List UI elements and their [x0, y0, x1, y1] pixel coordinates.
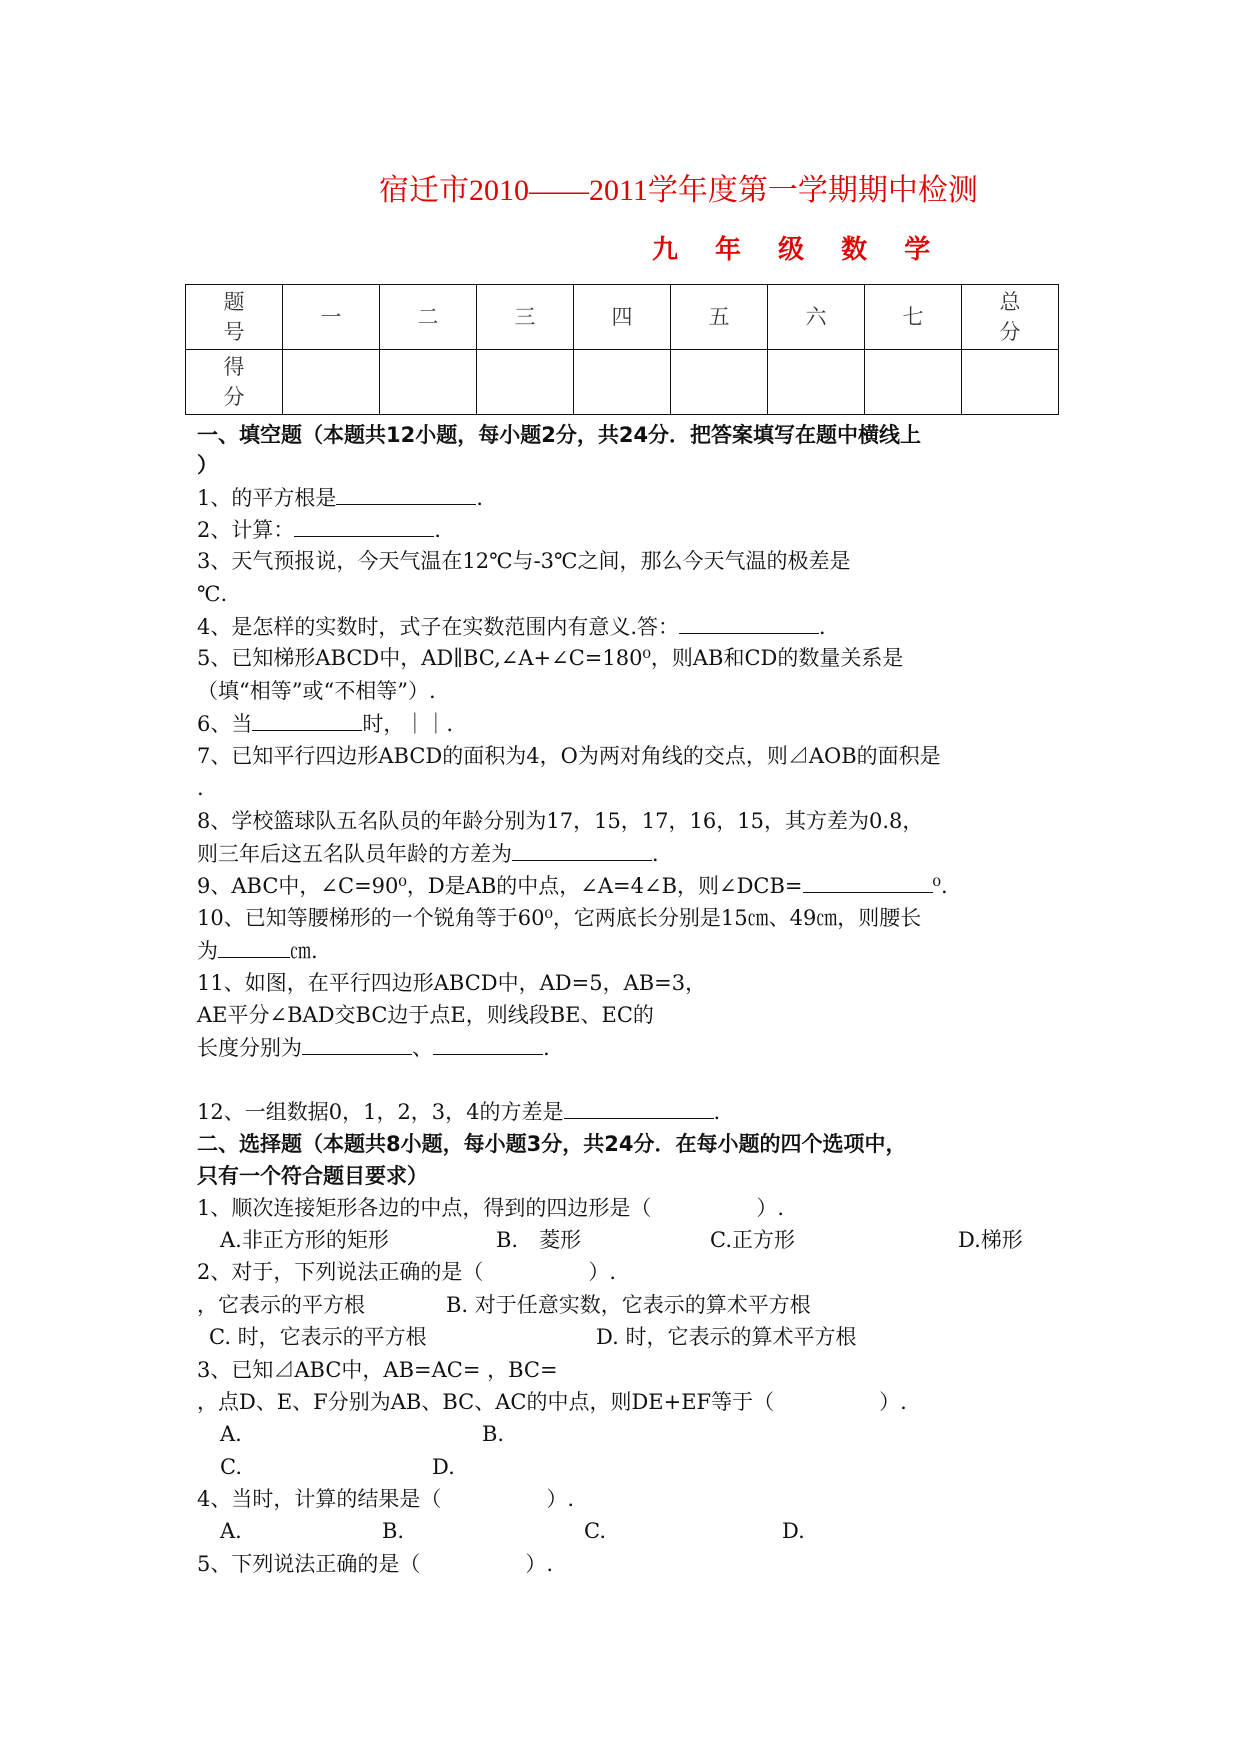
question-1-8-cont: [197, 838, 673, 869]
question-end: ．: [434, 518, 456, 542]
score-cell-4: 四: [574, 285, 671, 350]
question-1-11-cont: AE平分∠BAD交BC边于点E，则线段BE、EC的: [197, 1003, 654, 1027]
question-text: 1、的平方根是: [197, 486, 337, 510]
score-input-3[interactable]: [477, 350, 574, 415]
option-2-3-c[interactable]: C.: [220, 1455, 242, 1479]
answer-blank[interactable]: [294, 514, 434, 537]
score-cell-6: 六: [768, 285, 865, 350]
question-end: ㎝.: [290, 939, 318, 963]
question-2-3-cont: ，点D、E、F分别为AB、BC、AC的中点，则DE+EF等于（ ）.: [197, 1390, 907, 1414]
question-text: 12、一组数据0，1，2，3，4的方差是: [197, 1100, 564, 1124]
question-1-11: 11、如图，在平行四边形ABCD中，AD=5，AB=3，: [197, 971, 707, 995]
question-end: ．: [652, 842, 673, 866]
question-2-1: 1、顺次连接矩形各边的中点，得到的四边形是（ ）.: [197, 1196, 785, 1220]
question-2-2: 2、对于，下列说法正确的是（ ）.: [197, 1260, 617, 1284]
answer-blank[interactable]: [302, 1032, 412, 1055]
question-text: 4、是怎样的实数时，式子在实数范围内有意义.答：: [197, 615, 680, 639]
question-1-7: 7、已知平行四边形ABCD的面积为4，O为两对角线的交点，则⊿AOB的面积是: [197, 744, 941, 768]
score-cell-2: 二: [380, 285, 477, 350]
score-table-score-row: [186, 350, 1059, 415]
question-1-7-cont: .: [197, 776, 204, 800]
answer-blank[interactable]: [252, 708, 362, 731]
question-1-10-cont: [197, 935, 318, 966]
score-input-2[interactable]: [380, 350, 477, 415]
question-1-11-cont2: [197, 1032, 550, 1063]
option-2-2-b[interactable]: B. 对于任意实数，它表示的算术平方根: [446, 1293, 811, 1317]
question-1-12: [197, 1096, 720, 1127]
section1-heading: 一、填空题（本题共12小题，每小题2分，共24分．把答案填写在题中横线上: [197, 423, 922, 447]
question-2-3: 3、已知⊿ABC中，AB=AC= ，BC=: [197, 1358, 558, 1382]
question-1-5: 5、已知梯形ABCD中，AD∥BC,∠A+∠C=180⁰，则AB和CD的数量关系是: [197, 646, 904, 670]
score-table: [185, 284, 1059, 415]
score-input-7[interactable]: [865, 350, 962, 415]
option-2-3-a[interactable]: A.: [220, 1422, 242, 1446]
question-2-4: 4、当时，计算的结果是（ ）.: [197, 1487, 575, 1511]
question-1-3-cont: ℃.: [197, 582, 228, 606]
option-2-2-d[interactable]: D. 时，它表示的算术平方根: [596, 1325, 857, 1349]
option-2-1-b[interactable]: B. 菱形: [496, 1228, 582, 1252]
section1-heading-close: ）: [197, 453, 218, 477]
option-2-4-c[interactable]: C.: [584, 1519, 606, 1543]
score-input-4[interactable]: [574, 350, 671, 415]
answer-blank[interactable]: [512, 838, 652, 861]
option-2-3-d[interactable]: D.: [432, 1455, 455, 1479]
question-end: ．: [476, 486, 498, 510]
option-2-1-d[interactable]: D.梯形: [958, 1228, 1023, 1252]
question-text: 6、当: [197, 712, 253, 736]
question-1-6: [197, 708, 453, 739]
question-end: .: [713, 1100, 721, 1124]
answer-blank[interactable]: [564, 1096, 714, 1119]
question-text: 为: [197, 939, 218, 963]
question-text: 2、计算：: [197, 518, 295, 542]
exam-subtitle: 九 年 级 数 学: [652, 235, 945, 265]
score-cell-3: 三: [477, 285, 574, 350]
score-cell-label: 题 号: [186, 285, 283, 350]
option-2-4-b[interactable]: B.: [382, 1519, 405, 1543]
question-text: 则三年后这五名队员年龄的方差为: [197, 842, 512, 866]
answer-blank[interactable]: [218, 935, 290, 958]
option-2-3-b[interactable]: B.: [482, 1422, 505, 1446]
section2-heading-cont: 只有一个符合题目要求）: [197, 1164, 428, 1188]
option-2-1-a[interactable]: A.非正方形的矩形: [220, 1228, 389, 1252]
answer-blank[interactable]: [336, 482, 476, 505]
question-end: 时，｜｜.: [362, 712, 454, 736]
option-2-2-c[interactable]: C. 时，它表示的平方根: [209, 1325, 427, 1349]
answer-blank[interactable]: [803, 870, 933, 893]
answer-blank[interactable]: [679, 611, 819, 634]
score-input-1[interactable]: [283, 350, 380, 415]
question-1-1: [197, 482, 497, 513]
score-cell-1: 一: [283, 285, 380, 350]
score-input-5[interactable]: [671, 350, 768, 415]
question-1-10: 10、已知等腰梯形的一个锐角等于60⁰，它两底长分别是15㎝、49㎝，则腰长: [197, 906, 922, 930]
question-1-8: 8、学校篮球队五名队员的年龄分别为17，15，17，16，15，其方差为0.8，: [197, 809, 924, 833]
score-cell-5: 五: [671, 285, 768, 350]
question-end: ．: [819, 615, 841, 639]
score-cell-total: 总 分: [962, 285, 1059, 350]
score-table-header-row: [186, 285, 1059, 350]
score-input-6[interactable]: [768, 350, 865, 415]
score-row-label: 得 分: [186, 350, 283, 415]
answer-blank[interactable]: [433, 1032, 543, 1055]
score-cell-7: 七: [865, 285, 962, 350]
score-input-total[interactable]: [962, 350, 1059, 415]
question-1-2: [197, 514, 455, 545]
question-1-3: 3、天气预报说，今天气温在12℃与-3℃之间，那么今天气温的极差是: [197, 549, 851, 573]
question-1-5-cont: （填“相等”或“不相等”）.: [197, 679, 436, 703]
question-sep: 、: [412, 1036, 433, 1060]
question-2-5: 5、下列说法正确的是（ ）.: [197, 1552, 554, 1576]
option-2-2-a[interactable]: ，它表示的平方根: [197, 1293, 365, 1317]
question-text: 9、ABC中，∠C=90⁰，D是AB的中点，∠A=4∠B，则∠DCB=: [197, 874, 803, 898]
question-1-9: [197, 870, 948, 901]
exam-title: 宿迁市2010——2011学年度第一学期期中检测: [379, 174, 978, 207]
option-2-4-a[interactable]: A.: [220, 1519, 242, 1543]
option-2-1-c[interactable]: C.正方形: [710, 1228, 795, 1252]
section2-heading: 二、选择题（本题共8小题，每小题3分，共24分．在每小题的四个选项中，: [197, 1132, 907, 1156]
question-text: 长度分别为: [197, 1036, 302, 1060]
question-end: .: [543, 1036, 550, 1060]
option-2-4-d[interactable]: D.: [782, 1519, 805, 1543]
question-end: ⁰.: [932, 874, 948, 898]
question-1-4: [197, 611, 840, 642]
